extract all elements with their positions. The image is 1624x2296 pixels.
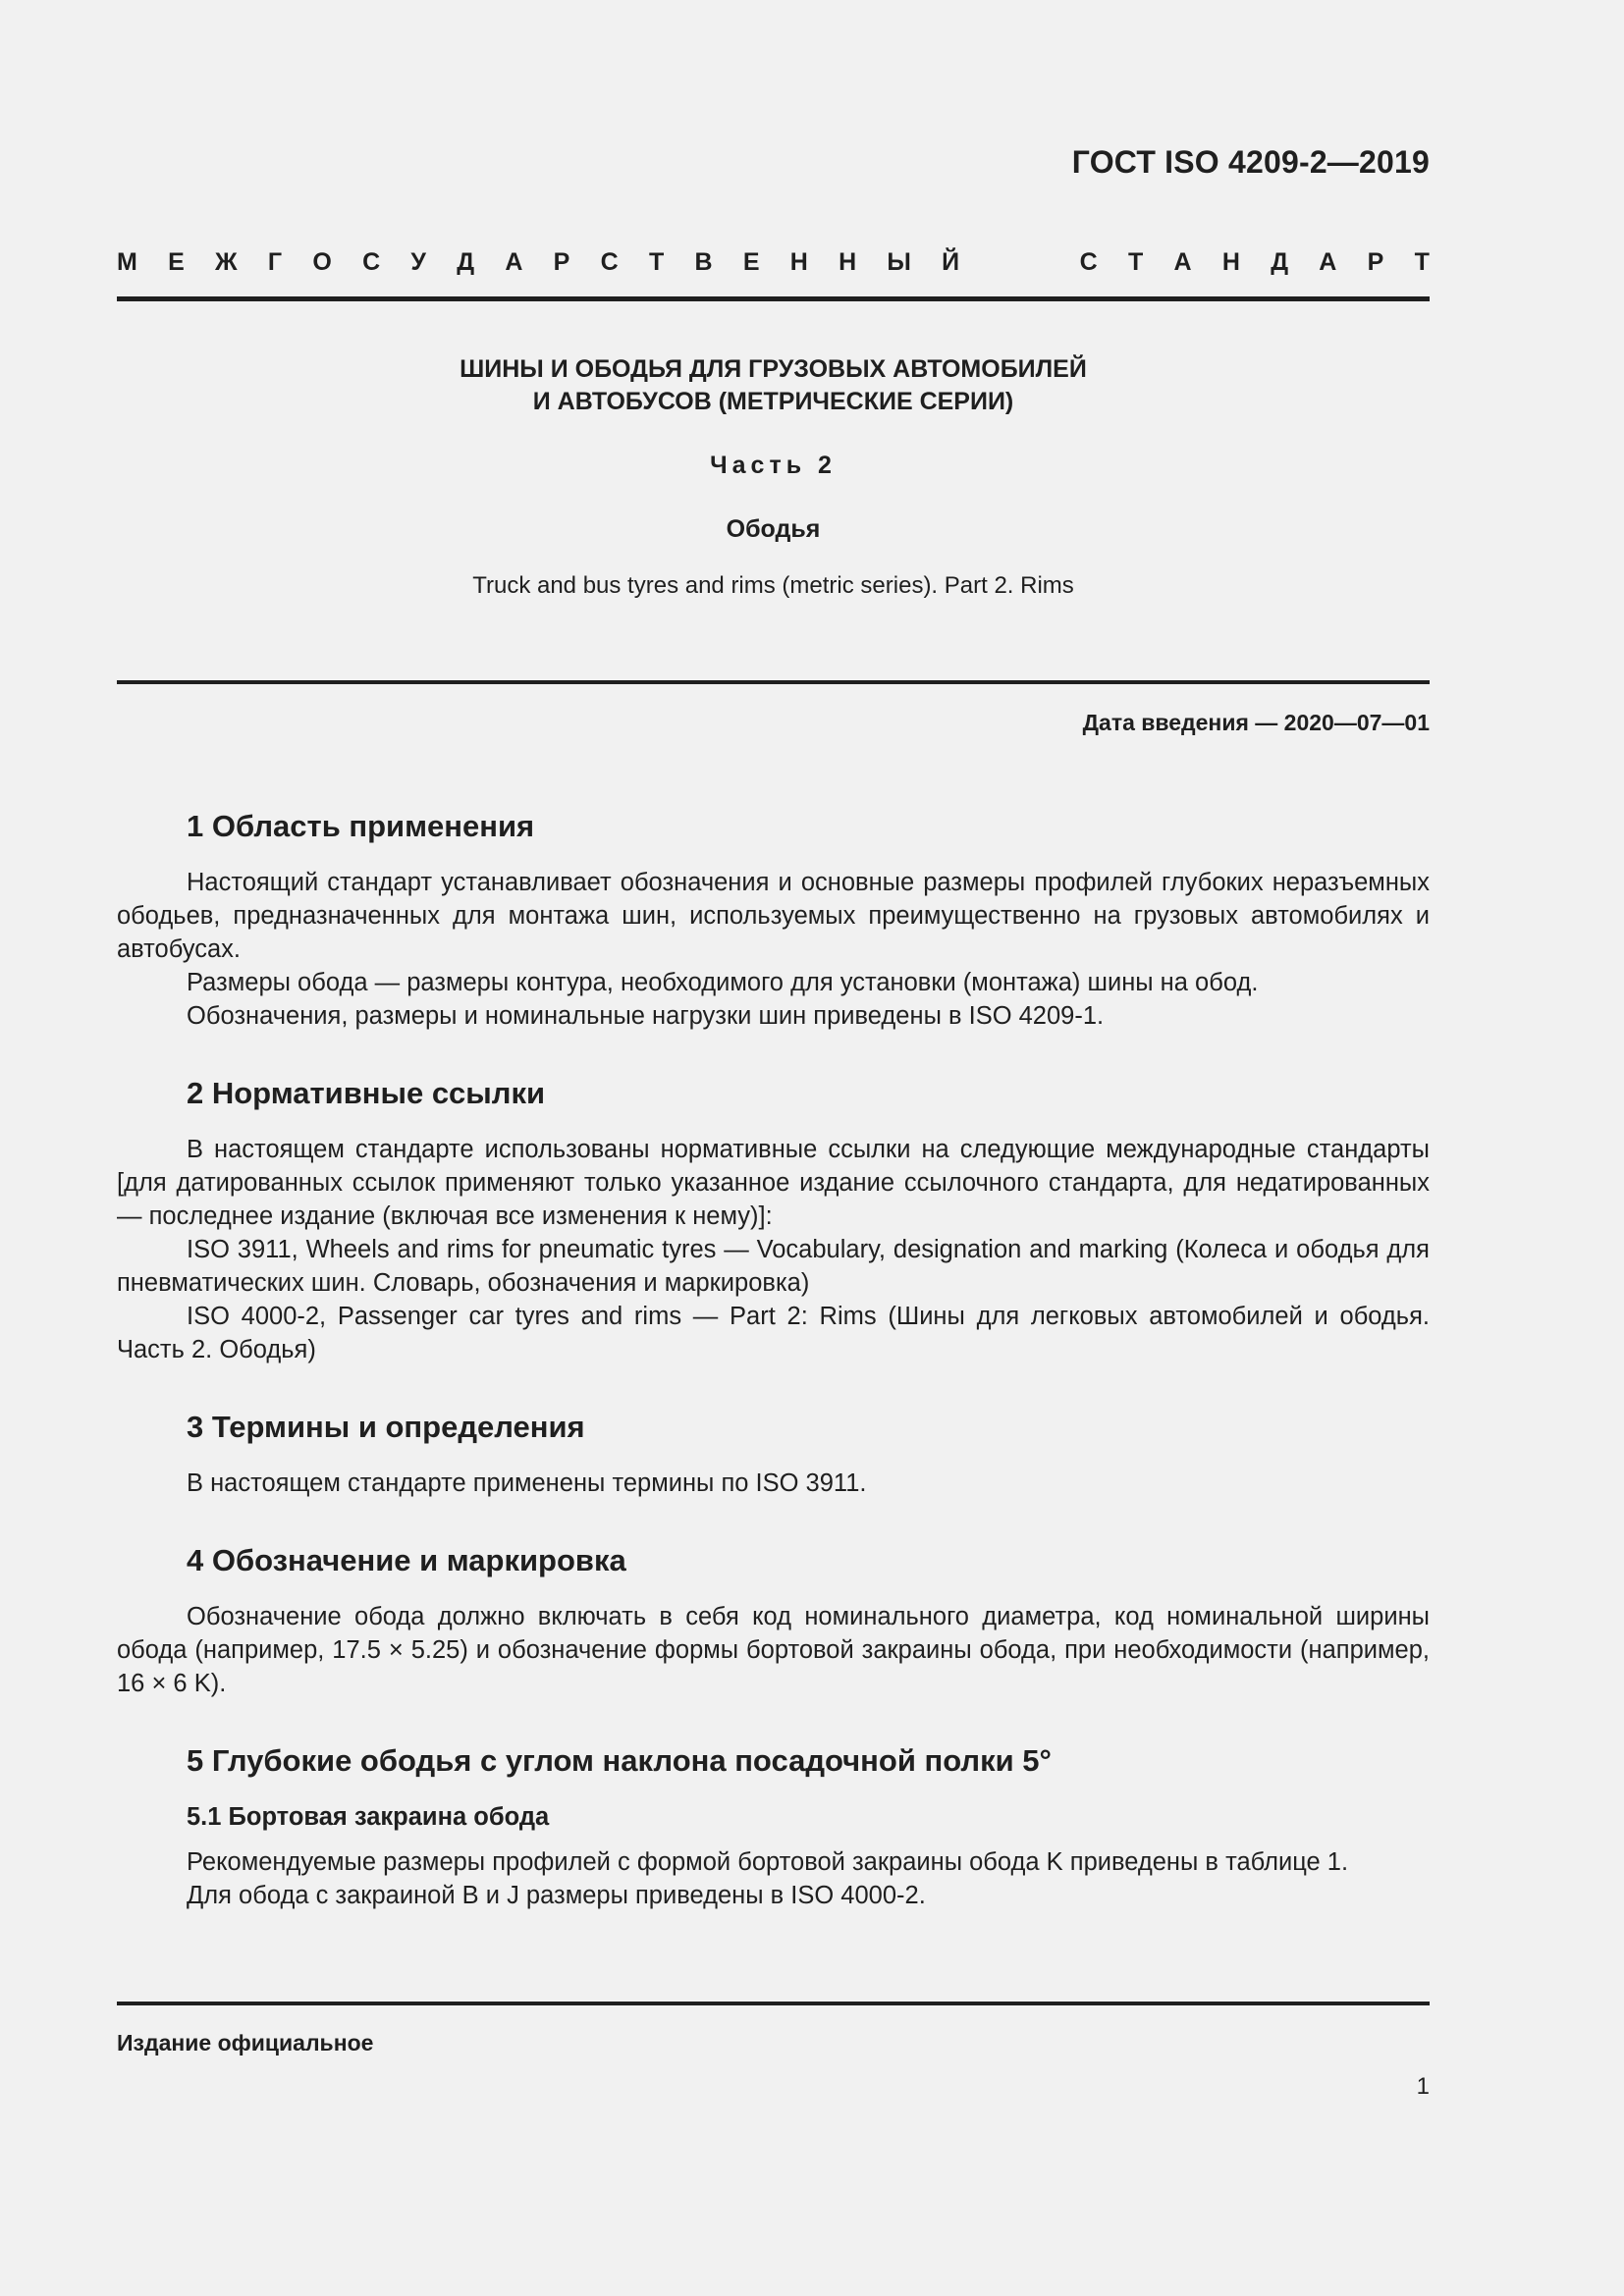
standard-type-letter: Й xyxy=(942,248,960,276)
standard-type-letter: А xyxy=(1319,248,1337,276)
paragraph: Рекомендуемые размеры профилей с формой бортовой закраины обода K приведены в таблице 1. xyxy=(187,1848,1349,1876)
standard-type-letter: В xyxy=(694,248,713,276)
paragraph: Настоящий стандарт устанавливает обозначения и основные размеры профилей глубоких неразъемных ободьев, предназначенных для монтажа шин, используемых преимущественно на грузовых автомобилях и автобусах. xyxy=(117,869,1430,963)
word-gap xyxy=(990,248,1049,277)
section-1 xyxy=(117,807,1430,1033)
effective-date: Дата введения — 2020—07—01 xyxy=(1082,710,1430,735)
official-edition-label: Издание официальное xyxy=(117,2030,374,2056)
paragraph: Обозначение обода должно включать в себя код номинального диаметра, код номинальной ширины обода (например, 17.5 × 5.25) и обозначение формы бортовой закраины обода, при необходимости (например, 16 × 6 K). xyxy=(117,1603,1430,1697)
standard-type-letter: Ж xyxy=(215,248,238,276)
standard-type-letter: У xyxy=(410,248,426,276)
subsection-heading: 5.1 Бортовая закраина обода xyxy=(187,1803,550,1831)
section-heading: 2 Нормативные ссылки xyxy=(187,1076,546,1110)
paragraph: Размеры обода — размеры контура, необходимого для установки (монтажа) шины на обод. xyxy=(187,969,1259,996)
main-title-line-1: ШИНЫ И ОБОДЬЯ ДЛЯ ГРУЗОВЫХ АВТОМОБИЛЕЙ xyxy=(460,355,1087,383)
paragraph: Для обода с закраиной B и J размеры приведены в ISO 4000-2. xyxy=(187,1882,926,1909)
section-4 xyxy=(117,1541,1430,1700)
standard-type-letter: Е xyxy=(742,248,760,276)
section-3 xyxy=(117,1408,1430,1500)
standard-type-letter: Д xyxy=(457,248,475,276)
main-title xyxy=(117,353,1430,418)
section-2 xyxy=(117,1074,1430,1366)
paragraph: Обозначения, размеры и номинальные нагрузки шин приведены в ISO 4209-1. xyxy=(187,1002,1105,1030)
part-title: Ободья xyxy=(726,515,821,543)
standard-type-letter: С xyxy=(362,248,381,276)
standard-type-letter: Н xyxy=(1221,248,1240,276)
standard-type-letter: Д xyxy=(1271,248,1289,276)
standard-type-letter: А xyxy=(505,248,523,276)
standard-type-letter: Н xyxy=(789,248,808,276)
standard-type-letter: Т xyxy=(1128,248,1144,276)
title-block xyxy=(117,353,1430,600)
standard-type-heading xyxy=(117,248,1430,277)
standard-type-letter: С xyxy=(1079,248,1098,276)
paragraph: ISO 3911, Wheels and rims for pneumatic tyres — Vocabulary, designation and marking (Колеса и ободья для пневматических шин. Словарь, обозначения и маркировка) xyxy=(117,1236,1430,1297)
standard-type-letter: Е xyxy=(168,248,185,276)
standard-type-letter: Т xyxy=(648,248,665,276)
standard-type-letter: Р xyxy=(553,248,570,276)
header-rule xyxy=(117,296,1430,301)
title-rule xyxy=(117,680,1430,684)
standard-type-letter: Н xyxy=(839,248,857,276)
standard-type-letter: А xyxy=(1173,248,1192,276)
paragraph: В настоящем стандарте применены термины по ISO 3911. xyxy=(187,1469,867,1497)
main-title-line-2: И АВТОБУСОВ (МЕТРИЧЕСКИЕ СЕРИИ) xyxy=(532,388,1014,415)
standard-type-letter: Р xyxy=(1367,248,1384,276)
standard-type-letter: Т xyxy=(1414,248,1430,276)
standard-type-letter: Г xyxy=(267,248,283,276)
english-title: Truck and bus tyres and rims (metric series). Part 2. Rims xyxy=(472,572,1074,599)
section-heading: 3 Термины и определения xyxy=(187,1410,585,1444)
part-label: Часть 2 xyxy=(710,452,837,479)
standard-type-letter: Ы xyxy=(887,248,911,276)
footer-rule xyxy=(117,2002,1430,2005)
document-code: ГОСТ ISO 4209-2—2019 xyxy=(1071,144,1430,180)
standard-type-letter: М xyxy=(117,248,137,276)
document-body xyxy=(117,807,1430,1953)
standard-type-letter: С xyxy=(600,248,619,276)
paragraph: В настоящем стандарте использованы нормативные ссылки на следующие международные стандарты [для датированных ссылок применяют только указанное издание ссылочного стандарта, для недатированных — последнее издание (включая все изменения к нему)]: xyxy=(117,1136,1430,1230)
standard-type-letter: О xyxy=(312,248,332,276)
page-number: 1 xyxy=(1416,2073,1430,2100)
section-5 xyxy=(117,1741,1430,1912)
section-heading: 4 Обозначение и маркировка xyxy=(187,1543,626,1577)
section-heading: 5 Глубокие ободья с углом наклона посадочной полки 5° xyxy=(187,1743,1052,1778)
section-heading: 1 Область применения xyxy=(187,809,535,843)
paragraph: ISO 4000-2, Passenger car tyres and rims — Part 2: Rims (Шины для легковых автомобилей и ободья. Часть 2. Ободья) xyxy=(117,1303,1430,1363)
